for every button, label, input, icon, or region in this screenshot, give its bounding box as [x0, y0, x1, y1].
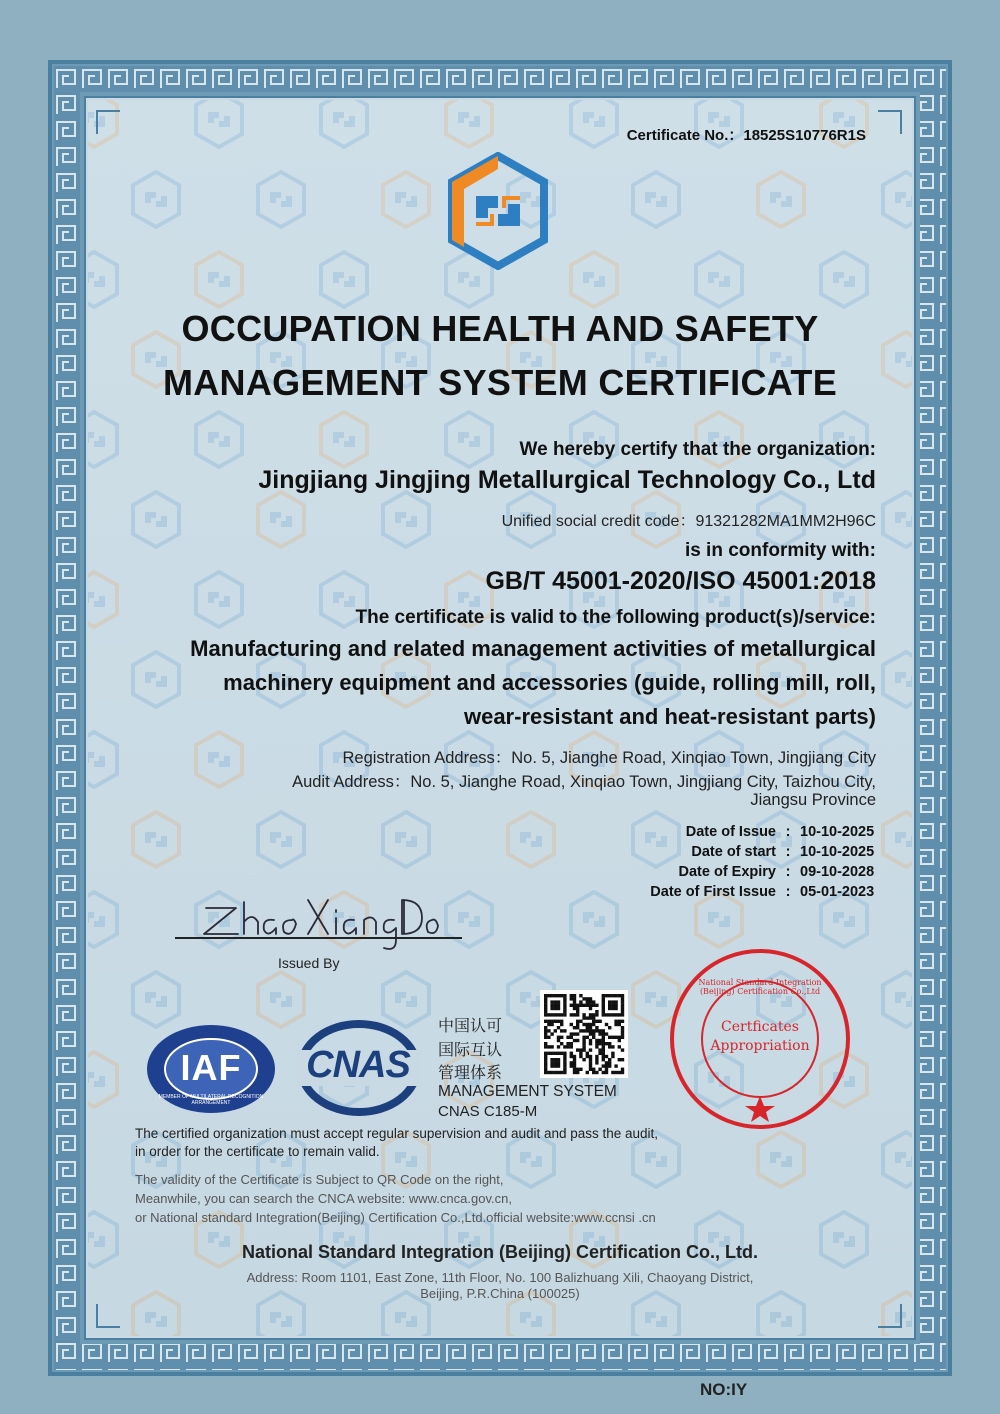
audit-address-line1: Audit Address：No. 5, Jianghe Road, Xinqiao Town, Jingjiang City, Taizhou City,	[292, 773, 876, 791]
scope-intro: The certificate is valid to the following product(s)/service:	[355, 607, 876, 628]
certificate-title-line1: OCCUPATION HEALTH AND SAFETY	[181, 308, 819, 349]
cnas-cn-line3: 管理体系	[438, 1063, 503, 1082]
watermark-logo-icon	[258, 492, 304, 547]
date-separator: :	[785, 824, 791, 840]
corner-ornament-bl	[96, 1304, 120, 1328]
seal-center-line1: Certficates	[721, 1019, 799, 1035]
handwritten-signature	[196, 888, 456, 952]
watermark-logo-icon	[196, 252, 242, 307]
date-label: Date of Expiry	[678, 864, 776, 880]
cnas-cn-line1: 中国认可	[438, 1016, 503, 1035]
validity-notice-line1: The validity of the Certificate is Subject to QR Code on the right,	[135, 1172, 504, 1187]
watermark-logo-icon	[883, 172, 912, 227]
watermark-logo-icon	[883, 1132, 912, 1187]
cnas-en-line2: CNAS C185-M	[438, 1103, 538, 1120]
date-row-expiry	[640, 862, 880, 882]
corner-ornament-tl	[96, 110, 120, 134]
watermark-logo-icon	[821, 252, 867, 307]
seal-center-line2: Appropriation	[710, 1038, 810, 1054]
watermark-logo-icon	[258, 812, 304, 867]
watermark-logo-icon	[633, 172, 679, 227]
validity-notice-line2: Meanwhile, you can search the CNCA website: www.cnca.gov.cn,	[135, 1191, 512, 1206]
watermark-logo-icon	[758, 1132, 804, 1187]
watermark-logo-icon	[758, 172, 804, 227]
scope-line: machinery equipment and accessories (guide, rolling mill, roll,	[223, 670, 876, 695]
footer-serial-no: NO:IY	[700, 1380, 748, 1399]
certifier-logo-icon	[446, 152, 550, 270]
watermark-logo-icon	[88, 732, 117, 787]
supervision-notice-line2: in order for the certificate to remain valid.	[135, 1144, 380, 1159]
cnas-en-line1: MANAGEMENT SYSTEM	[438, 1083, 617, 1100]
corner-ornament-br	[878, 1304, 902, 1328]
watermark-logo-icon	[383, 812, 429, 867]
certification-body-address-line2: Beijing, P.R.China (100025)	[420, 1286, 580, 1301]
date-value: 05-01-2023	[800, 884, 875, 900]
iaf-logo-text: IAF	[180, 1047, 242, 1088]
watermark-logo-icon	[696, 252, 742, 307]
watermark-logo-icon	[88, 412, 117, 467]
watermark-logo-icon	[258, 172, 304, 227]
date-label: Date of Issue	[685, 824, 776, 840]
date-label: Date of start	[691, 844, 776, 860]
scope-line: Manufacturing and related management activities of metallurgical	[190, 636, 876, 661]
watermark-logo-icon	[88, 572, 117, 627]
watermark-logo-icon	[133, 172, 179, 227]
iaf-ring-text: MEMBER OF MULTILATERAL RECOGNITION ARRANGEMENT	[158, 1094, 264, 1106]
registration-address: Registration Address：No. 5, Jianghe Road, Xinqiao Town, Jingjiang City	[342, 749, 876, 767]
watermark-logo-icon	[383, 972, 429, 1027]
watermark-logo-icon	[571, 252, 617, 307]
supervision-notice-line1: The certified organization must accept regular supervision and audit and pass the audit,	[135, 1126, 659, 1141]
cnas-logo-text: CNAS	[306, 1044, 410, 1086]
signature-line	[175, 937, 462, 939]
certify-intro: We hereby certify that the organization:	[519, 439, 876, 460]
date-value: 10-10-2025	[800, 824, 875, 840]
date-separator: :	[785, 844, 791, 860]
certificate-number: Certificate No.：18525S10776R1S	[626, 127, 866, 144]
scope-line: wear-resistant and heat-resistant parts)	[463, 704, 876, 729]
watermark-logo-icon	[321, 100, 367, 147]
watermark-logo-icon	[88, 1052, 117, 1107]
watermark-logo-icon	[446, 100, 492, 147]
cnas-cn-line2: 国际互认	[438, 1040, 503, 1059]
watermark-logo-icon	[883, 972, 912, 1027]
watermark-logo-icon	[883, 492, 912, 547]
watermark-logo-icon	[133, 812, 179, 867]
date-value: 09-10-2028	[800, 864, 875, 880]
watermark-logo-icon	[321, 252, 367, 307]
watermark-logo-icon	[883, 812, 912, 867]
audit-address-line2: Jiangsu Province	[750, 791, 876, 809]
watermark-logo-icon	[196, 412, 242, 467]
corner-ornament-tr	[878, 110, 902, 134]
dates-block	[640, 822, 880, 902]
date-row-start	[640, 842, 880, 862]
watermark-logo-icon	[508, 812, 554, 867]
qr-code[interactable]	[540, 990, 628, 1078]
seal-ring-text: National Standard Integration (Beijing) Certification Co.,Ltd	[698, 978, 822, 996]
credit-code: Unified social credit code：91321282MA1MM2H96C	[501, 513, 876, 530]
date-separator: :	[785, 864, 791, 880]
watermark-logo-icon	[196, 100, 242, 147]
watermark-logo-icon	[883, 652, 912, 707]
date-row-issue	[640, 822, 880, 842]
date-value: 10-10-2025	[800, 844, 875, 860]
certification-body-address-line1: Address: Room 1101, East Zone, 11th Floor, No. 100 Balizhuang Xili, Chaoyang District,	[246, 1270, 754, 1285]
standard-reference: GB/T 45001-2020/ISO 45001:2018	[485, 567, 876, 595]
watermark-logo-icon	[258, 972, 304, 1027]
certification-body-name: National Standard Integration (Beijing) Certification Co., Ltd.	[241, 1242, 758, 1262]
conformity-intro: is in conformity with:	[684, 540, 876, 561]
watermark-logo-icon	[383, 172, 429, 227]
issued-by-label: Issued By	[278, 955, 340, 971]
watermark-logo-icon	[571, 892, 617, 947]
date-separator: :	[785, 884, 791, 900]
date-label: Date of First Issue	[650, 884, 776, 900]
organization-name: Jingjiang Jingjing Metallurgical Technology Co., Ltd	[258, 466, 876, 494]
date-row-first-issue	[640, 882, 880, 902]
validity-notice-line3: or National standard Integration(Beijing) Certification Co.,Ltd.official website:www.ccnsi .cn	[135, 1210, 656, 1225]
watermark-logo-icon	[133, 492, 179, 547]
certificate-title-line2: MANAGEMENT SYSTEM CERTIFICATE	[162, 362, 838, 403]
watermark-logo-icon	[88, 892, 117, 947]
watermark-logo-icon	[88, 252, 117, 307]
watermark-logo-icon	[133, 972, 179, 1027]
